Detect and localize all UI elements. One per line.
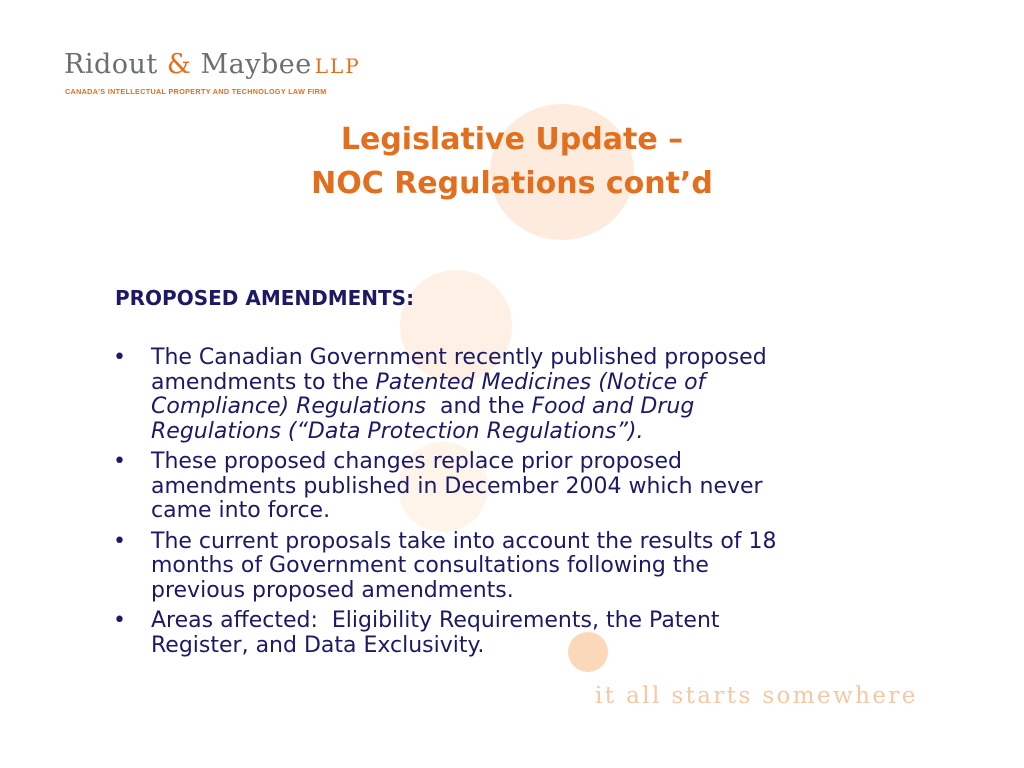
bullet-symbol: •	[113, 608, 126, 633]
logo-tagline: CANADA'S INTELLECTUAL PROPERTY AND TECHNOLOGY LAW FIRM	[65, 87, 327, 96]
bullet-text	[151, 420, 903, 445]
bullet-text-run: amendments to the	[151, 369, 376, 395]
bullet-text: amendments published in December 2004 which never	[151, 473, 763, 499]
logo-wordmark	[64, 48, 361, 83]
bullet-text: The Canadian Government recently published proposed	[151, 345, 767, 370]
regulation-title-italic: Food and Drug	[531, 394, 695, 419]
bullet-text-run: and the	[426, 394, 532, 419]
bullet-text: Areas affected: Eligibility Requirements, the Patent	[151, 608, 720, 633]
bullet-item	[113, 450, 903, 524]
logo-ampersand: &	[166, 49, 192, 80]
bullet-text: The current proposals take into account the results of 18	[151, 528, 777, 554]
regulation-title-italic: Compliance) Regulations	[151, 394, 426, 419]
title-line-1: Legislative Update –	[340, 122, 684, 157]
bullet-text	[151, 395, 903, 420]
section-heading: PROPOSED AMENDMENTS:	[115, 286, 415, 310]
bullet-symbol: •	[113, 528, 126, 554]
bullet-symbol: •	[113, 449, 126, 474]
bullet-text: previous proposed amendments.	[151, 577, 514, 603]
slide-title	[0, 118, 1024, 206]
logo-name-part2: Maybee	[200, 49, 312, 80]
bullet-text: These proposed changes replace prior proposed	[151, 449, 682, 474]
bullet-item	[113, 609, 903, 658]
title-line-2: NOC Regulations cont’d	[311, 166, 713, 201]
bullet-text: Register, and Data Exclusivity.	[151, 632, 485, 658]
regulation-title-italic: Regulations (“Data Protection Regulations”).	[151, 418, 644, 444]
brand-slogan: it all starts somewhere	[595, 683, 918, 709]
bullet-text: months of Government consultations following the	[151, 553, 709, 578]
logo-name-part1: Ridout	[64, 49, 158, 80]
bullet-item	[113, 346, 903, 444]
bullet-list	[113, 346, 903, 664]
bullet-text: came into force.	[151, 498, 331, 523]
bullet-text	[151, 371, 903, 396]
bullet-item	[113, 530, 903, 604]
firm-logo	[64, 48, 361, 96]
bullet-symbol: •	[113, 345, 126, 370]
regulation-title-italic: Patented Medicines (Notice of	[375, 369, 706, 395]
logo-suffix: LLP	[314, 54, 361, 78]
